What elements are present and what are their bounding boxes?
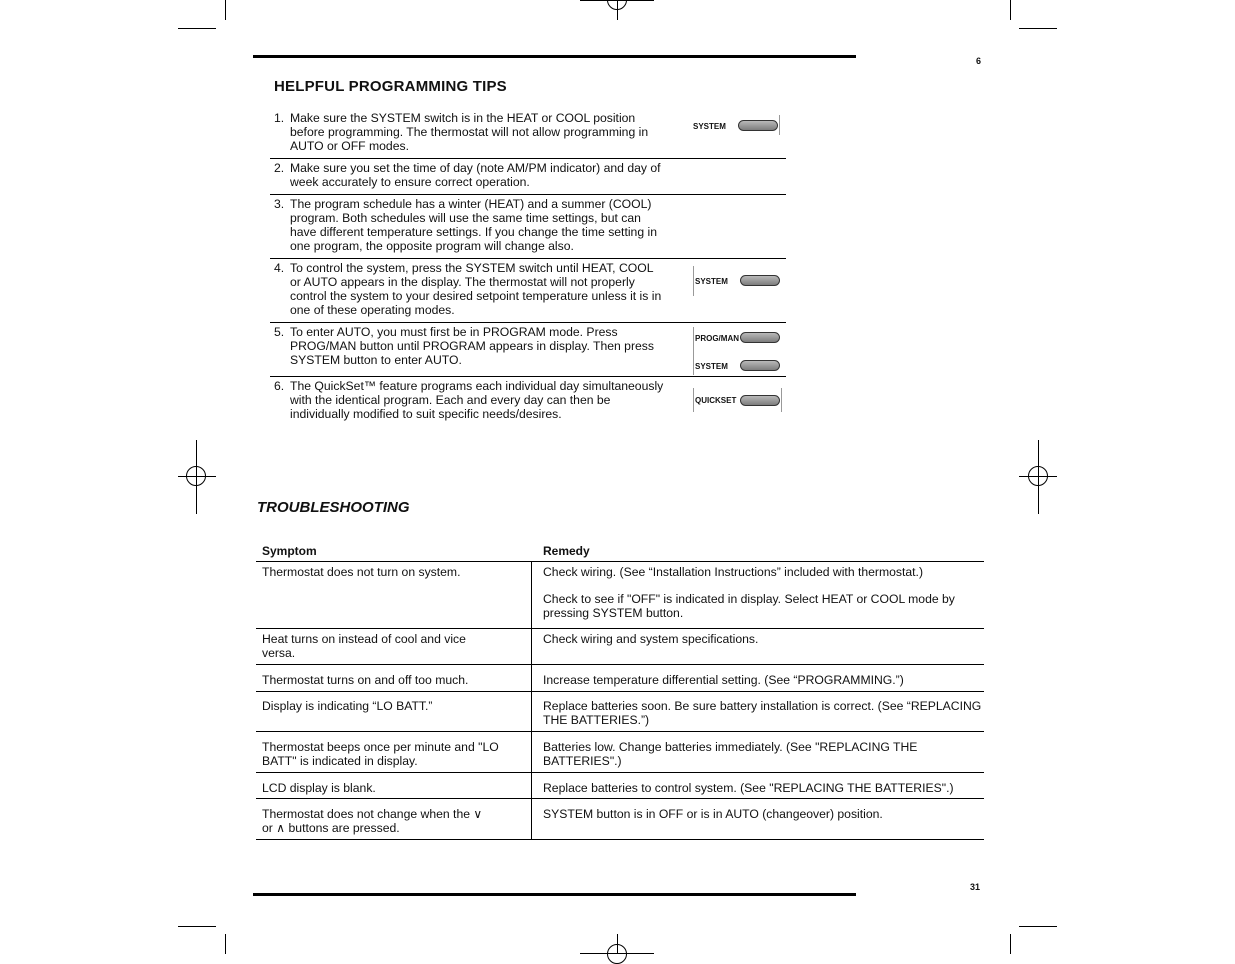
tip-number: 4. [274,261,285,275]
tip-text: The program schedule has a winter (HEAT) and a summer (COOL) program. Both schedules will use the same time settings, but can have different temperature settings. If you change the time setting in one program, the opposite program will change also. [290,197,657,253]
crop-mark [196,440,197,514]
tip-number: 2. [274,161,285,175]
prog-man-button-icon [740,332,780,343]
remedy-cell: Replace batteries to control system. (See "REPLACING THE BATTERIES".) [543,781,954,795]
remedy-cell: Batteries low. Change batteries immediately. (See "REPLACING THE BATTERIES".) [543,740,918,768]
crop-mark [617,0,618,20]
table-row-rule [256,798,984,799]
tip-separator [270,322,786,323]
table-row-rule [256,772,984,773]
tip-number: 5. [274,325,285,339]
tip-text: To enter AUTO, you must first be in PROGRAM mode. Press PROG/MAN button until PROGRAM appears in display. Then press SYSTEM button to enter AUTO. [290,325,654,367]
system-button-icon [740,360,780,371]
tip-separator [270,376,786,377]
table-header-rule [256,561,984,562]
tip-separator [270,194,786,195]
table-row-rule [256,691,984,692]
tip-separator [270,258,786,259]
column-header-symptom: Symptom [262,544,317,558]
button-panel-edge [693,327,694,375]
remedy-cell: Replace batteries soon. Be sure battery installation is correct. (See “REPLACING THE BATTERIES.”) [543,699,982,727]
symptom-cell: Thermostat beeps once per minute and "LO BATT" is indicated in display. [262,740,499,768]
crop-mark [1010,0,1011,20]
tip-separator [270,158,786,159]
crop-mark [178,476,216,477]
button-panel-edge [693,266,694,296]
remedy-cell: Check wiring and system specifications. [543,632,759,646]
symptom-cell: Thermostat turns on and off too much. [262,673,469,687]
crop-mark [178,926,216,927]
button-label-system: SYSTEM [693,122,726,131]
symptom-cell: Heat turns on instead of cool and vice versa. [262,632,466,660]
crop-mark [1019,926,1057,927]
quickset-button-icon [740,395,780,406]
system-button-icon [738,120,778,131]
crop-mark [1038,440,1039,514]
button-panel-edge [781,388,782,412]
crop-mark [225,934,226,954]
tip-number: 3. [274,197,285,211]
remedy-cell: Increase temperature differential setting. (See “PROGRAMMING.”) [543,673,904,687]
symptom-cell: Thermostat does not change when the ∨ or ∧ buttons are pressed. [262,807,483,835]
button-label-system: SYSTEM [695,277,728,286]
button-panel-edge [779,115,780,135]
remedy-cell: SYSTEM button is in OFF or is in AUTO (changeover) position. [543,807,883,821]
tip-number: 6. [274,379,285,393]
tip-text: To control the system, press the SYSTEM switch until HEAT, COOL or AUTO appears in the display. The thermostat will not properly control the system to your desired setpoint temperature unless it is in one of these operating modes. [290,261,662,317]
button-label-quickset: QUICKSET [695,396,737,405]
button-label-system: SYSTEM [695,362,728,371]
column-header-remedy: Remedy [543,544,590,558]
tip-text: Make sure the SYSTEM switch is in the HEAT or COOL position before programming. The thermostat will not allow programming in AUTO or OFF modes. [290,111,649,153]
troubleshooting-heading: TROUBLESHOOTING [257,499,410,516]
table-row-rule [256,628,984,629]
button-panel-edge [693,388,694,412]
page-number-top: 6 [976,56,982,66]
crop-mark [617,934,618,954]
top-rule [253,55,856,58]
crop-mark [1010,934,1011,954]
symptom-cell: Display is indicating “LO BATT.” [262,699,433,713]
symptom-cell: LCD display is blank. [262,781,376,795]
crop-mark [225,0,226,20]
tips-heading: HELPFUL PROGRAMMING TIPS [274,78,507,95]
button-label-prog-man: PROG/MAN [695,334,739,343]
symptom-cell: Thermostat does not turn on system. [262,565,461,579]
remedy-cell: Check wiring. (See “Installation Instructions” included with thermostat.) [543,565,924,579]
crop-mark [178,28,216,29]
table-row-rule [256,664,984,665]
remedy-cell: Check to see if "OFF" is indicated in display. Select HEAT or COOL mode by pressing SYSTEM button. [543,592,955,620]
tip-number: 1. [274,111,285,125]
crop-mark [1019,28,1057,29]
system-button-icon [740,275,780,286]
page-number-bottom: 31 [970,882,981,892]
table-row-rule [256,731,984,732]
tip-text: Make sure you set the time of day (note AM/PM indicator) and day of week accurately to ensure correct operation. [290,161,661,189]
table-bottom-rule [256,839,984,840]
tip-text: The QuickSet™ feature programs each individual day simultaneously with the identical program. Each and every day can then be individually modified to suit specific needs/desires. [290,379,664,421]
bottom-rule [253,893,856,896]
